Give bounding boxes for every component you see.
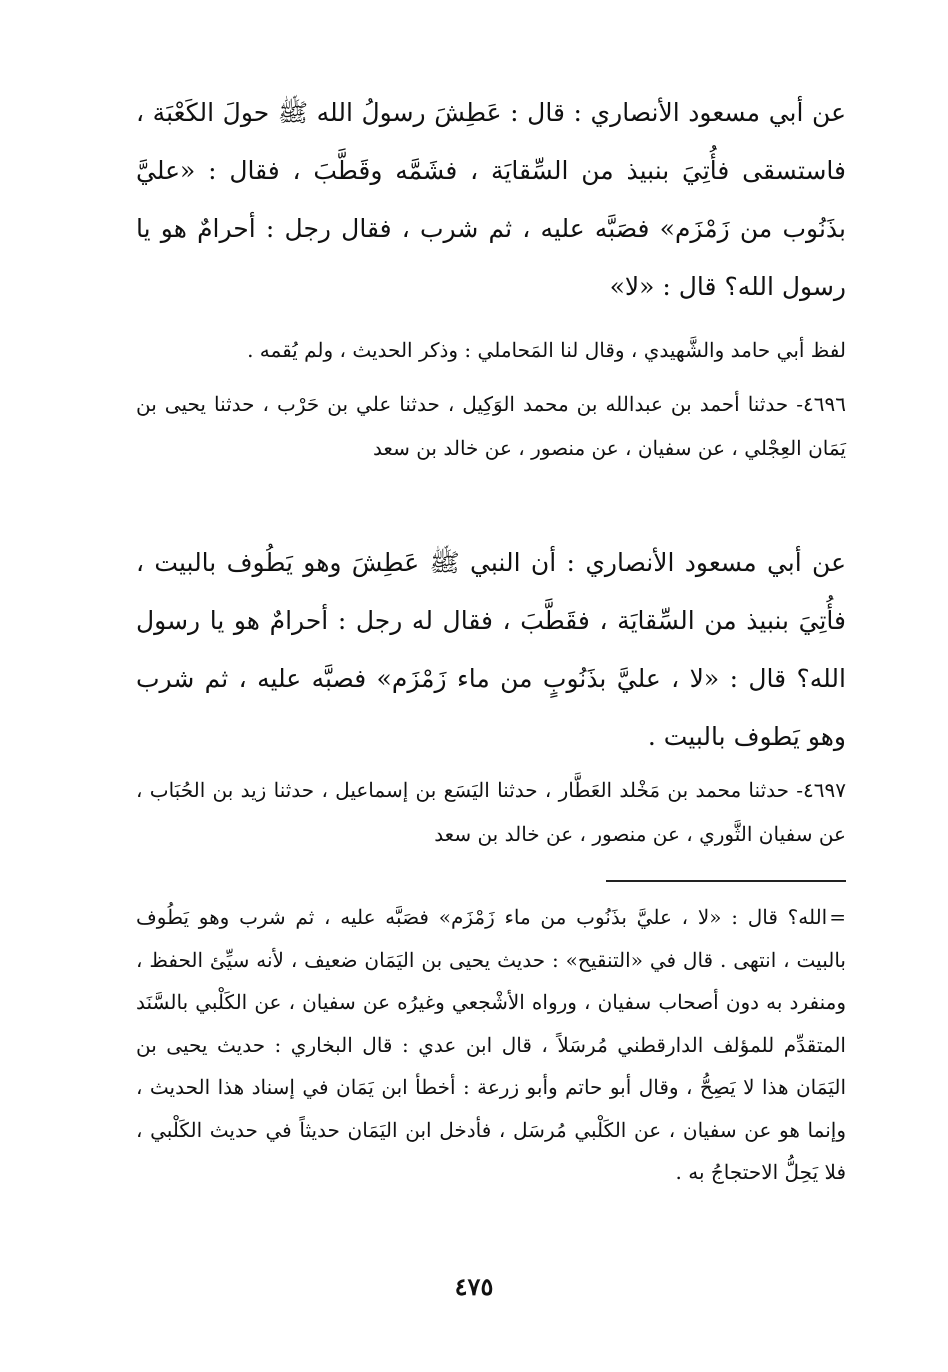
hadith-4696-text: عن أبي مسعود الأنصاري : أن النبي ﷺ عَطِشَ وهو يَطُوف بالبيت ، فأُتِيَ بنبيذ من السِّقايَة ، فقَطَّبَ ، فقال له رجل : أحرامٌ هو يا رسول الله؟ قال : «لا ، عليَّ بذَنُوبٍ من ماء زَمْزَم» فصبَّه عليه ، ثم شرب وهو يَطوف بالبيت . xyxy=(136,548,846,751)
footnote-separator-rule xyxy=(606,880,846,882)
hadith-4696-isnad: ٤٦٩٦- حدثنا أحمد بن عبدالله بن محمد الوَكِيل ، حدثنا علي بن حَرْب ، حدثنا يحيى بن يَمَان العِجْلي ، عن سفيان ، عن منصور ، عن خالد بن سعد xyxy=(136,392,846,460)
page-number: ٤٧٥ xyxy=(454,1272,494,1301)
footnote xyxy=(136,896,846,1194)
footnote-text: الله؟ قال : «لا ، عليَّ بذَنُوب من ماء زَمْزَم» فصَبَّه عليه ، ثم شرب وهو يَطُوف بالبيت ، انتهى . قال في «التنقيح» : حديث يحيى بن اليَمَان ضعيف ، لأنه سيِّئ الحفظ ، ومنفرد به دون أصحاب سفيان ، ورواه الأشْجعي وغيرُه عن سفيان ، عن الكَلْبي بالسَّنَد المتقدِّم للمؤلف الدارقطني مُرسَلاً ، قال ابن عدي : قال البخاري : حديث يحيى بن اليَمَان هذا لا يَصِحُّ ، وقال أبو حاتم وأبو زرعة : أخطأ ابن يَمَان في إسناد هذا الحديث ، وإنما هو عن سفيان ، عن الكَلْبي مُرسَل ، فأدخل ابن اليَمَان حديثاً في حديث الكَلْبي ، فلا يَحِلُّ الاحتجاجُ به . xyxy=(136,905,846,1184)
footnote-continuation-mark: = xyxy=(829,905,846,929)
hadith-4697-isnad: ٤٦٩٧- حدثنا محمد بن مَخْلد العَطَّار ، حدثنا اليَسَع بن إسماعيل ، حدثنا زيد بن الحُبَاب ، عن سفيان الثَّوري ، عن منصور ، عن خالد بن سعد xyxy=(136,778,846,846)
hadith-4695-text: عن أبي مسعود الأنصاري : قال : عَطِشَ رسولُ الله ﷺ حولَ الكَعْبَة ، فاستسقى فأُتِيَ بنبيذ من السِّقايَة ، فشَمَّه وقَطَّبَ ، فقال : «عليَّ بذَنُوب من زَمْزَم» فصَبَّه عليه ، ثم شرب ، فقال رجل : أحرامٌ هو يا رسول الله؟ قال : «لا» xyxy=(136,98,846,301)
hadith-4695-wording-note: لفظ أبي حامد والشَّهيدي ، وقال لنا المَحاملي : وذكر الحديث ، ولم يُقمه . xyxy=(247,338,846,362)
